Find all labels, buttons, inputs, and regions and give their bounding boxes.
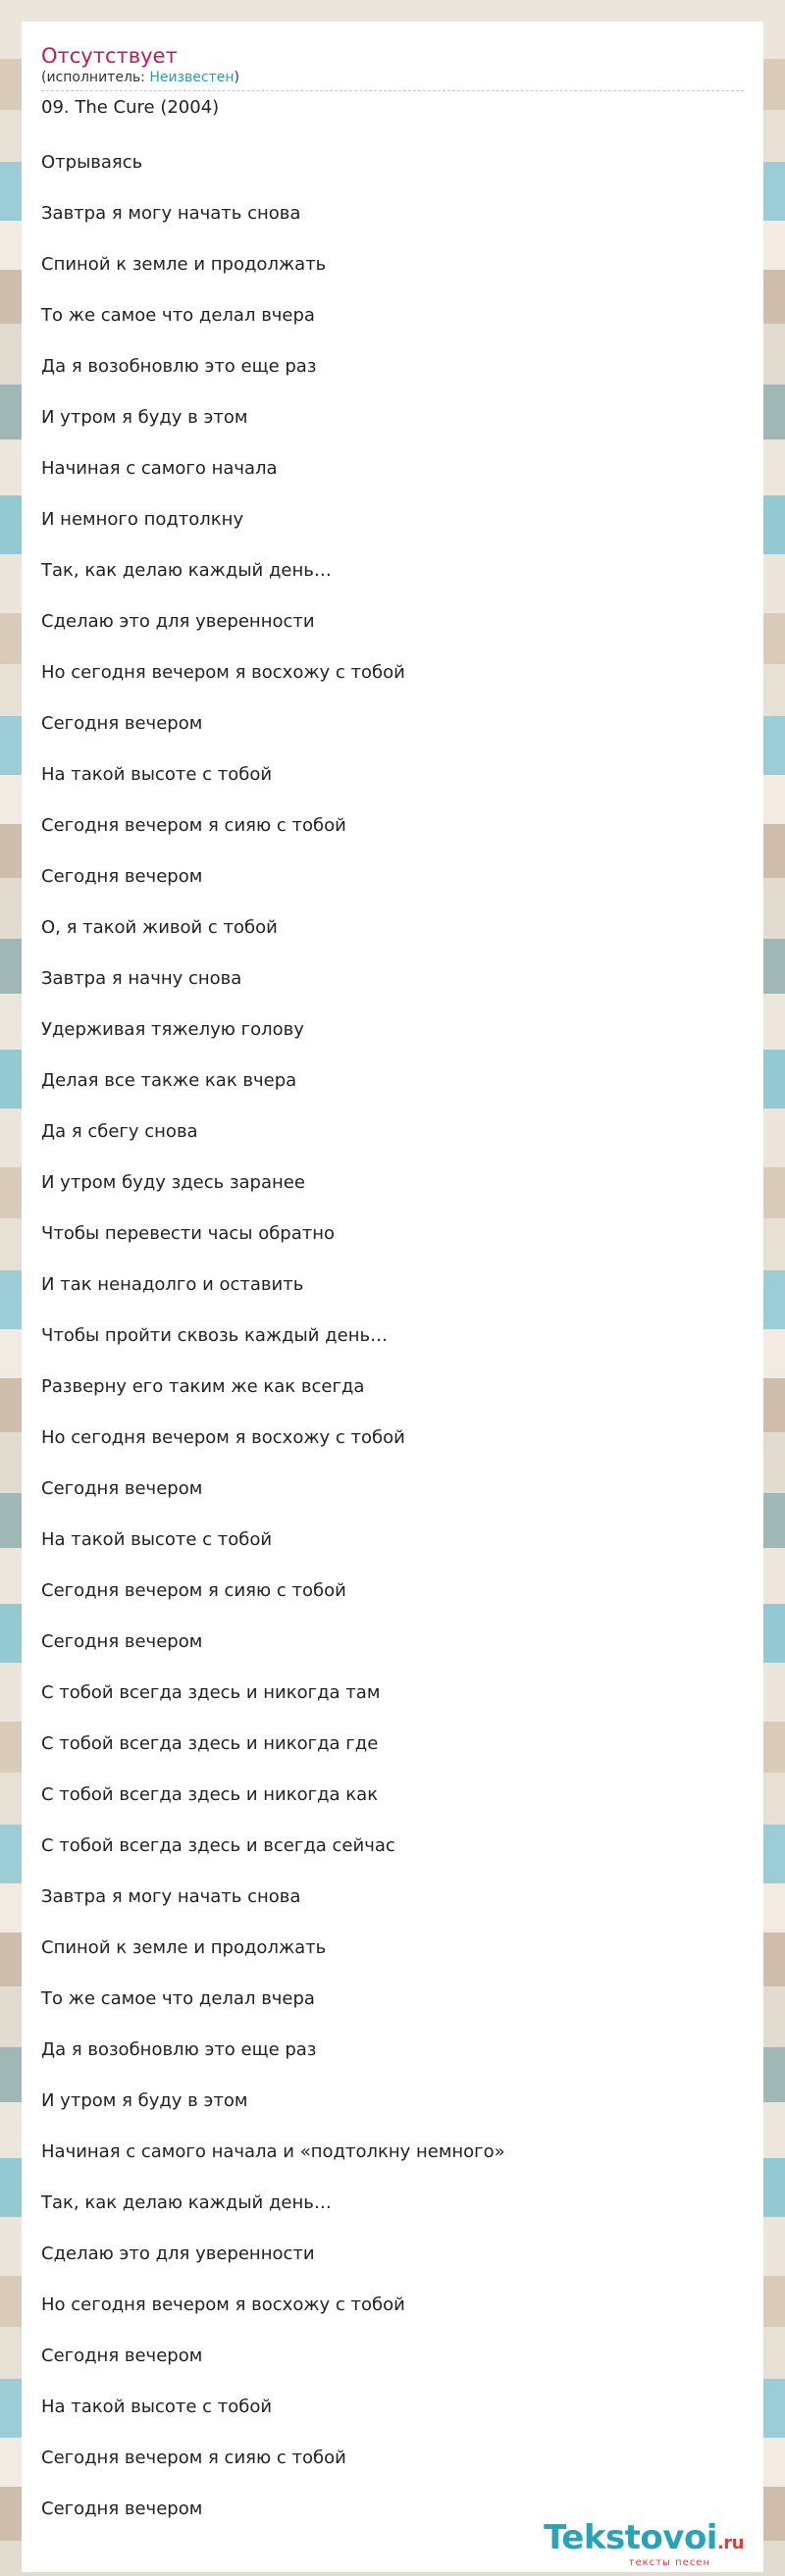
lyric-line: Сегодня вечером я сияю с тобой xyxy=(41,1580,346,1601)
lyrics-body xyxy=(41,97,744,2535)
lyric-line: 09. The Cure (2004) xyxy=(41,97,220,118)
artist-link[interactable]: Неизвестен xyxy=(149,70,235,85)
lyric-line: Отрываясь xyxy=(41,152,143,173)
lyric-line: Делая все также как вчера xyxy=(41,1070,297,1091)
lyric-line: И так ненадолго и оставить xyxy=(41,1274,304,1295)
artist-suffix: ) xyxy=(234,70,239,85)
lyric-line: О, я такой живой с тобой xyxy=(41,917,278,938)
lyric-line: Удерживая тяжелую голову xyxy=(41,1019,304,1040)
lyric-line: Сегодня вечером я сияю с тобой xyxy=(41,2447,346,2468)
lyric-line: С тобой всегда здесь и всегда сейчас xyxy=(41,1835,395,1856)
lyric-line: Сегодня вечером xyxy=(41,1478,203,1499)
lyric-line: Сегодня вечером xyxy=(41,2499,203,2519)
lyric-line: Завтра я могу начать снова xyxy=(41,203,301,224)
lyrics-card xyxy=(22,22,763,2572)
site-logo[interactable] xyxy=(544,2520,744,2568)
lyric-line: Сегодня вечером xyxy=(41,713,203,734)
logo-wordmark xyxy=(544,2520,744,2561)
logo-tagline: тексты песен xyxy=(628,2557,710,2568)
lyric-line: Но сегодня вечером я восхожу с тобой xyxy=(41,2294,405,2315)
song-title: Отсутствует xyxy=(41,44,178,68)
lyric-line: Сделаю это для уверенности xyxy=(41,611,315,632)
lyric-line: Сегодня вечером xyxy=(41,866,203,887)
logo-tld: .ru xyxy=(716,2533,744,2553)
lyric-line: С тобой всегда здесь и никогда там xyxy=(41,1682,381,1703)
lyric-line: Начиная с самого начала и «подтолкну немного» xyxy=(41,2141,505,2162)
lyric-line: Спиной к земле и продолжать xyxy=(41,254,327,275)
lyric-line: Завтра я могу начать снова xyxy=(41,1886,301,1907)
lyric-line: Начиная с самого начала xyxy=(41,458,278,479)
lyric-line: Да я возобновлю это еще раз xyxy=(41,356,317,377)
lyric-line: Сегодня вечером xyxy=(41,2345,203,2366)
lyric-line: И утром я буду в этом xyxy=(41,2090,248,2111)
lyric-line: Но сегодня вечером я восхожу с тобой xyxy=(41,1427,405,1448)
lyric-line: Завтра я начну снова xyxy=(41,968,242,989)
artist-prefix: (исполнитель: xyxy=(41,70,150,85)
lyric-line: На такой высоте с тобой xyxy=(41,764,273,785)
lyric-line: И утром я буду в этом xyxy=(41,407,248,428)
lyric-line: Спиной к земле и продолжать xyxy=(41,1937,327,1958)
lyric-line: С тобой всегда здесь и никогда где xyxy=(41,1733,379,1754)
lyric-line: И немного подтолкну xyxy=(41,509,244,530)
lyric-line: Да я сбегу снова xyxy=(41,1121,198,1142)
lyric-line: Сделаю это для уверенности xyxy=(41,2243,315,2264)
lyric-line: Чтобы пройти сквозь каждый день… xyxy=(41,1325,389,1346)
lyric-line: Но сегодня вечером я восхожу с тобой xyxy=(41,662,405,683)
lyric-line: С тобой всегда здесь и никогда как xyxy=(41,1784,379,1805)
lyric-line: Сегодня вечером я сияю с тобой xyxy=(41,815,346,836)
lyric-line: Разверну его таким же как всегда xyxy=(41,1376,365,1397)
lyric-line: И утром буду здесь заранее xyxy=(41,1172,305,1193)
lyric-line: Так, как делаю каждый день… xyxy=(41,560,332,581)
lyric-line: Чтобы перевести часы обратно xyxy=(41,1223,336,1244)
lyric-line: Так, как делаю каждый день… xyxy=(41,2192,332,2213)
artist-line xyxy=(41,69,744,91)
logo-name: Tekstovoi xyxy=(544,2518,717,2557)
lyric-line: Да я возобновлю это еще раз xyxy=(41,2039,317,2060)
lyric-line: На такой высоте с тобой xyxy=(41,1529,273,1550)
lyric-line: На такой высоте с тобой xyxy=(41,2396,273,2417)
lyric-line: Сегодня вечером xyxy=(41,1631,203,1652)
lyric-line: То же самое что делал вчера xyxy=(41,305,315,326)
lyric-line: То же самое что делал вчера xyxy=(41,1988,315,2009)
